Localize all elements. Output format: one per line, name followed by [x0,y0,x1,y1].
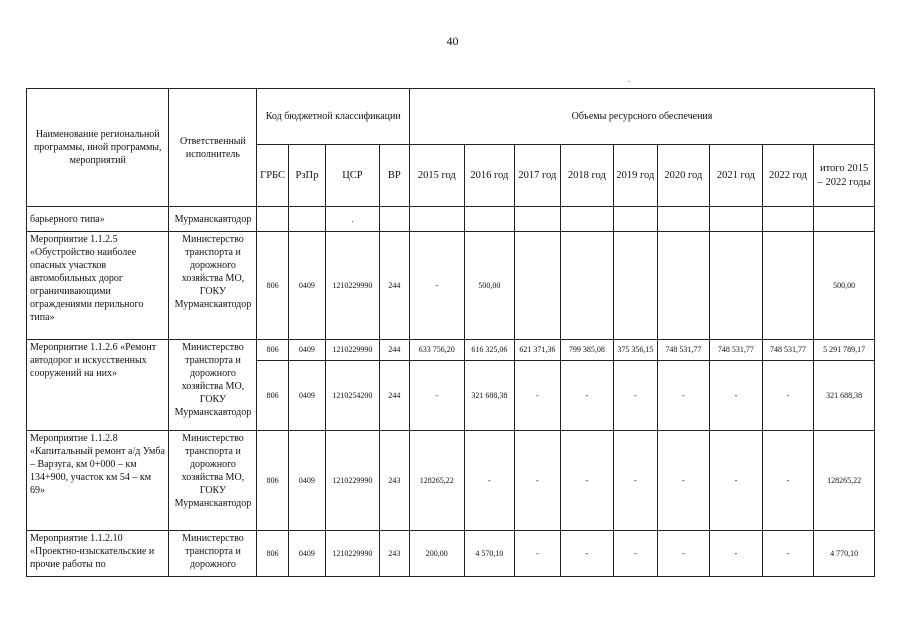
cell-2020: - [657,431,710,531]
cell-total: 128265,22 [814,431,875,531]
header-executor: Ответственный исполнитель [169,89,257,207]
cell-2018: - [560,531,614,577]
cell-csr: 1210229990 [326,431,380,531]
cell-2021: 748 531,77 [710,340,763,361]
cell-vr: 244 [379,340,409,361]
cell-2018 [560,232,614,340]
cell-rzpr: 0409 [288,361,325,431]
cell-2017: 621 371,36 [515,340,560,361]
cell-csr: 1210229990 [326,531,380,577]
header-2016: 2016 год [464,145,515,207]
cell-2017 [515,232,560,340]
row-name: Мероприятие 1.1.2.10 «Проектно-изыскательские и прочие работы по [27,531,169,577]
cell-2017: - [515,361,560,431]
cell-2021: - [710,431,763,531]
cell-vr: 243 [379,431,409,531]
row-name: Мероприятие 1.1.2.8 «Капитальный ремонт а/д Умба – Варзуга, км 0+000 – км 134+900, участок км 54 – км 69» [27,431,169,531]
page-number: 40 [446,34,459,48]
cell-2021: - [710,361,763,431]
cell-rzpr: 0409 [288,531,325,577]
table-row [27,531,875,577]
cell-2016: 4 570,10 [464,531,515,577]
cell-2018: - [560,431,614,531]
header-2021: 2021 год [710,145,763,207]
cell-2021 [710,232,763,340]
cell-2020: - [657,531,710,577]
cell-2016: 321 688,38 [464,361,515,431]
cell-2022: - [762,531,814,577]
table-row [27,207,875,232]
row-mark: . [326,207,380,232]
header-budget-code: Код бюджетной классификации [257,89,410,145]
cell-rzpr: 0409 [288,431,325,531]
cell-2016: 500,00 [464,232,515,340]
cell-vr: 244 [379,361,409,431]
resource-table [26,88,875,577]
cell-2016: - [464,431,515,531]
cell-rzpr: 0409 [288,340,325,361]
cell-2015: 128265,22 [410,431,465,531]
cell-grbs: 806 [257,340,288,361]
header-2015: 2015 год [410,145,465,207]
cell-csr: 1210229990 [326,232,380,340]
table-row [27,232,875,340]
cell-csr: 1210229990 [326,340,380,361]
cell-rzpr: 0409 [288,232,325,340]
row-executor: Министерство транспорта и дорожного хозяйства МО, ГОКУ Мурманскавтодор [169,340,257,431]
cell-2015: 633 756,20 [410,340,465,361]
row-name: барьерного типа» [27,207,169,232]
cell-2022: 748 531,77 [762,340,814,361]
row-executor: Мурманскавтодор [169,207,257,232]
cell-2017: - [515,531,560,577]
table-row [27,431,875,531]
table-row [27,340,875,361]
header-name: Наименование региональной программы, иной программы, мероприятий [27,89,169,207]
cell-2022 [762,232,814,340]
cell-2016: 616 325,06 [464,340,515,361]
header-2017: 2017 год [515,145,560,207]
cell-grbs: 806 [257,531,288,577]
stray-mark: . [628,75,630,84]
cell-2019: - [614,531,657,577]
cell-2015: 200,00 [410,531,465,577]
cell-2018: - [560,361,614,431]
header-rzpr: РзПр [288,145,325,207]
cell-2020: - [657,361,710,431]
cell-2019: - [614,431,657,531]
header-2020: 2020 год [657,145,710,207]
row-name: Мероприятие 1.1.2.5 «Обустройство наиболее опасных участков автомобильных дорог ограничивающими ограждениями перильного типа» [27,232,169,340]
cell-total: 321 688,38 [814,361,875,431]
cell-total: 500,00 [814,232,875,340]
header-total: итого 2015 – 2022 годы [814,145,875,207]
cell-2019 [614,232,657,340]
row-executor: Министерство транспорта и дорожного [169,531,257,577]
row-executor: Министерство транспорта и дорожного хозяйства МО, ГОКУ Мурманскавтодор [169,232,257,340]
cell-2018: 799 385,08 [560,340,614,361]
header-grbs: ГРБС [257,145,288,207]
cell-2017: - [515,431,560,531]
cell-2020: 748 531,77 [657,340,710,361]
cell-2015: - [410,361,465,431]
header-2022: 2022 год [762,145,814,207]
header-2019: 2019 год [614,145,657,207]
row-executor: Министерство транспорта и дорожного хозяйства МО, ГОКУ Мурманскавтодор [169,431,257,531]
cell-2022: - [762,431,814,531]
cell-vr: 243 [379,531,409,577]
cell-grbs: 806 [257,431,288,531]
cell-grbs: 806 [257,232,288,340]
cell-2022: - [762,361,814,431]
header-csr: ЦСР [326,145,380,207]
cell-2019: - [614,361,657,431]
cell-csr: 1210254200 [326,361,380,431]
cell-vr: 244 [379,232,409,340]
cell-total: 5 291 789,17 [814,340,875,361]
cell-2021: - [710,531,763,577]
cell-total: 4 770,10 [814,531,875,577]
cell-grbs: 806 [257,361,288,431]
header-vr: ВР [379,145,409,207]
header-2018: 2018 год [560,145,614,207]
cell-2015: - [410,232,465,340]
row-name: Мероприятие 1.1.2.6 «Ремонт автодорог и искусственных сооружений на них» [27,340,169,431]
cell-2020 [657,232,710,340]
cell-2019: 375 356,15 [614,340,657,361]
header-resources: Объемы ресурсного обеспечения [410,89,875,145]
